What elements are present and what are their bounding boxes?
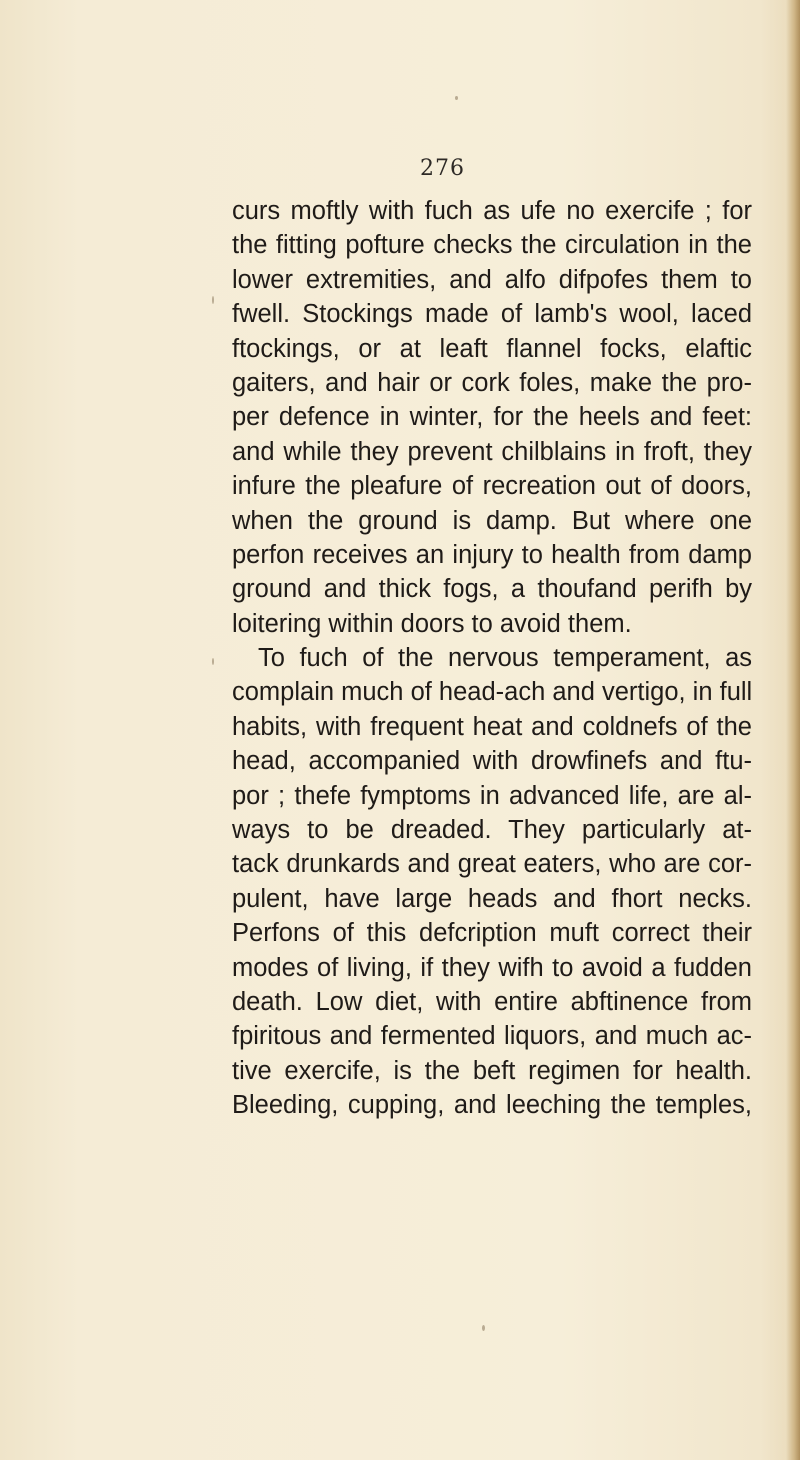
text-line: pulent, have large heads and fhort necks. — [232, 884, 752, 913]
text-line: tack drunkards and great eaters, who are cor- — [232, 850, 752, 879]
page-edge-shadow — [786, 0, 800, 1460]
text-line: por ; thefe fymptoms in advanced life, are al- — [232, 781, 752, 810]
page-number: 276 — [420, 156, 465, 181]
text-line: death. Low diet, with entire abftinence from — [232, 987, 752, 1016]
text-line: ftockings, or at leaft flannel focks, elaftic — [232, 334, 752, 363]
text-line: complain much of head-ach and vertigo, in full — [232, 678, 753, 707]
paper-speck — [212, 658, 214, 665]
text-line-paragraph-start: To fuch of the nervous temperament, as — [258, 644, 752, 673]
text-line: curs moftly with fuch as ufe no exercife ; for — [232, 197, 752, 225]
paper-speck — [212, 296, 214, 304]
text-line: per defence in winter, for the heels and feet: — [232, 403, 752, 432]
paper-speck — [482, 1325, 485, 1331]
text-line: the fitting pofture checks the circulation in the — [232, 231, 752, 260]
text-line: tive exercife, is the beft regimen for health. — [232, 1056, 752, 1085]
text-line: when the ground is damp. But where one — [232, 506, 752, 535]
text-line: ground and thick fogs, a thoufand perifh by — [232, 575, 752, 604]
text-line: habits, with frequent heat and coldnefs of the — [232, 712, 752, 741]
text-line: and while they prevent chilblains in froft, they — [232, 437, 752, 466]
text-line-paragraph-end: loitering within doors to avoid them. — [232, 609, 632, 638]
text-line: fwell. Stockings made of lamb's wool, laced — [232, 300, 752, 329]
text-line: Perfons of this defcription muft correct their — [232, 919, 752, 948]
text-line: lower extremities, and alfo difpofes them to — [232, 265, 752, 294]
text-line: fpiritous and fermented liquors, and much ac- — [232, 1022, 752, 1051]
text-line: ways to be dreaded. They particularly at- — [232, 816, 752, 845]
text-line: Bleeding, cupping, and leeching the temples, — [232, 1091, 752, 1120]
body-text — [232, 194, 752, 1123]
paper-speck — [455, 96, 458, 100]
text-line: head, accompanied with drowfinefs and ftu- — [232, 747, 752, 776]
text-line: gaiters, and hair or cork foles, make the pro- — [232, 368, 752, 397]
text-line: modes of living, if they wifh to avoid a fudden — [232, 953, 752, 982]
text-line: infure the pleafure of recreation out of doors, — [232, 472, 752, 501]
text-line: perfon receives an injury to health from damp — [232, 540, 752, 569]
